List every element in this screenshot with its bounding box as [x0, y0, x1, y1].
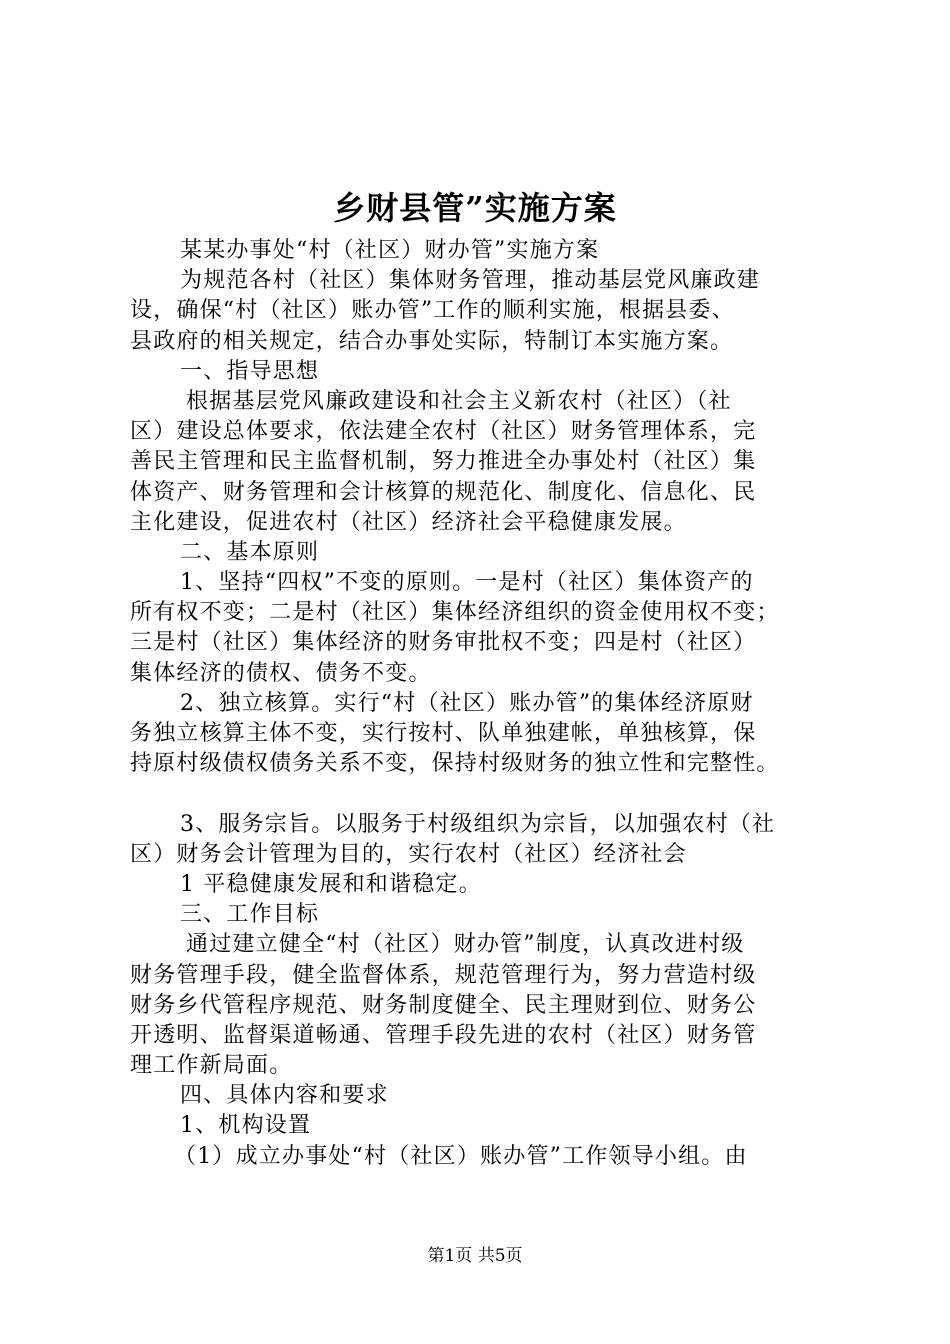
paragraph-line: （1）成立办事处“村（社区）账办管”工作领导小组。由	[174, 1143, 748, 1169]
paragraph-line: 设，确保“村（社区）账办管”工作的顺利实施，根据县委、	[130, 298, 735, 324]
paragraph-line: 三是村（社区）集体经济的财务审批权不变；四是村（社区）	[130, 630, 757, 656]
paragraph-line: 区）财务会计管理为目的，实行农村（社区）经济社会	[130, 841, 687, 867]
paragraph-line: 通过建立健全“村（社区）财办管”制度，认真改进村级	[186, 932, 745, 958]
section-heading: 四、具体内容和要求	[180, 1083, 389, 1109]
paragraph-line: 所有权不变；二是村（社区）集体经济组织的资金使用权不变；	[130, 600, 780, 626]
paragraph-line: 财务乡代管程序规范、财务制度健全、民主理财到位、财务公	[130, 992, 757, 1018]
paragraph-line: 2、独立核算。实行“村（社区）账办管”的集体经济原财	[180, 690, 754, 716]
paragraph-line: 体资产、财务管理和会计核算的规范化、制度化、信息化、民	[130, 479, 757, 505]
paragraph-line: 开透明、监督渠道畅通、管理手段先进的农村（社区）财务管	[130, 1022, 757, 1048]
subsection-heading: 1、机构设置	[180, 1113, 312, 1139]
paragraph-line: 区）建设总体要求，依法建全农村（社区）财务管理体系，完	[130, 419, 757, 445]
paragraph-line: 务独立核算主体不变，实行按村、队单独建帐，单独核算，保	[130, 721, 757, 746]
page-footer: 第1页 共5页	[427, 1246, 523, 1266]
paragraph-line: 县政府的相关规定，结合办事处实际，特制订本实施方案。	[130, 328, 734, 354]
paragraph-line: 善民主管理和民主监督机制，努力推进全办事处村（社区）集	[130, 449, 757, 475]
subtitle-line: 某某办事处“村（社区）财办管”实施方案	[180, 238, 600, 263]
paragraph-line: 主化建设，促进农村（社区）经济社会平稳健康发展。	[130, 509, 687, 535]
paragraph-line: 集体经济的债权、债务不变。	[130, 660, 432, 686]
section-heading: 一、指导思想	[180, 358, 320, 384]
paragraph-line: 3、服务宗旨。以服务于村级组织为宗旨，以加强农村（社	[180, 811, 776, 837]
section-heading: 三、工作目标	[180, 902, 320, 928]
section-heading: 二、基本原则	[180, 539, 320, 565]
document-body	[130, 236, 850, 1172]
paragraph-line: 根据基层党风廉政建设和社会主义新农村（社区）（社	[186, 388, 732, 414]
page-title: 乡财县管”实施方案	[333, 189, 617, 227]
paragraph-line: 持原村级债权债务关系不变，保持村级财务的独立性和完整性。	[130, 751, 780, 777]
paragraph-line: 财务管理手段，健全监督体系，规范管理行为，努力营造村级	[130, 962, 757, 988]
blank-line	[130, 779, 850, 809]
paragraph-line: 为规范各村（社区）集体财务管理，推动基层党风廉政建	[180, 268, 761, 294]
paragraph-line: 1 平稳健康发展和和谐稳定。	[180, 871, 482, 897]
paragraph-line: 理工作新局面。	[130, 1053, 293, 1079]
paragraph-line: 1、坚持“四权”不变的原则。一是村（社区）集体资产的	[180, 570, 754, 596]
